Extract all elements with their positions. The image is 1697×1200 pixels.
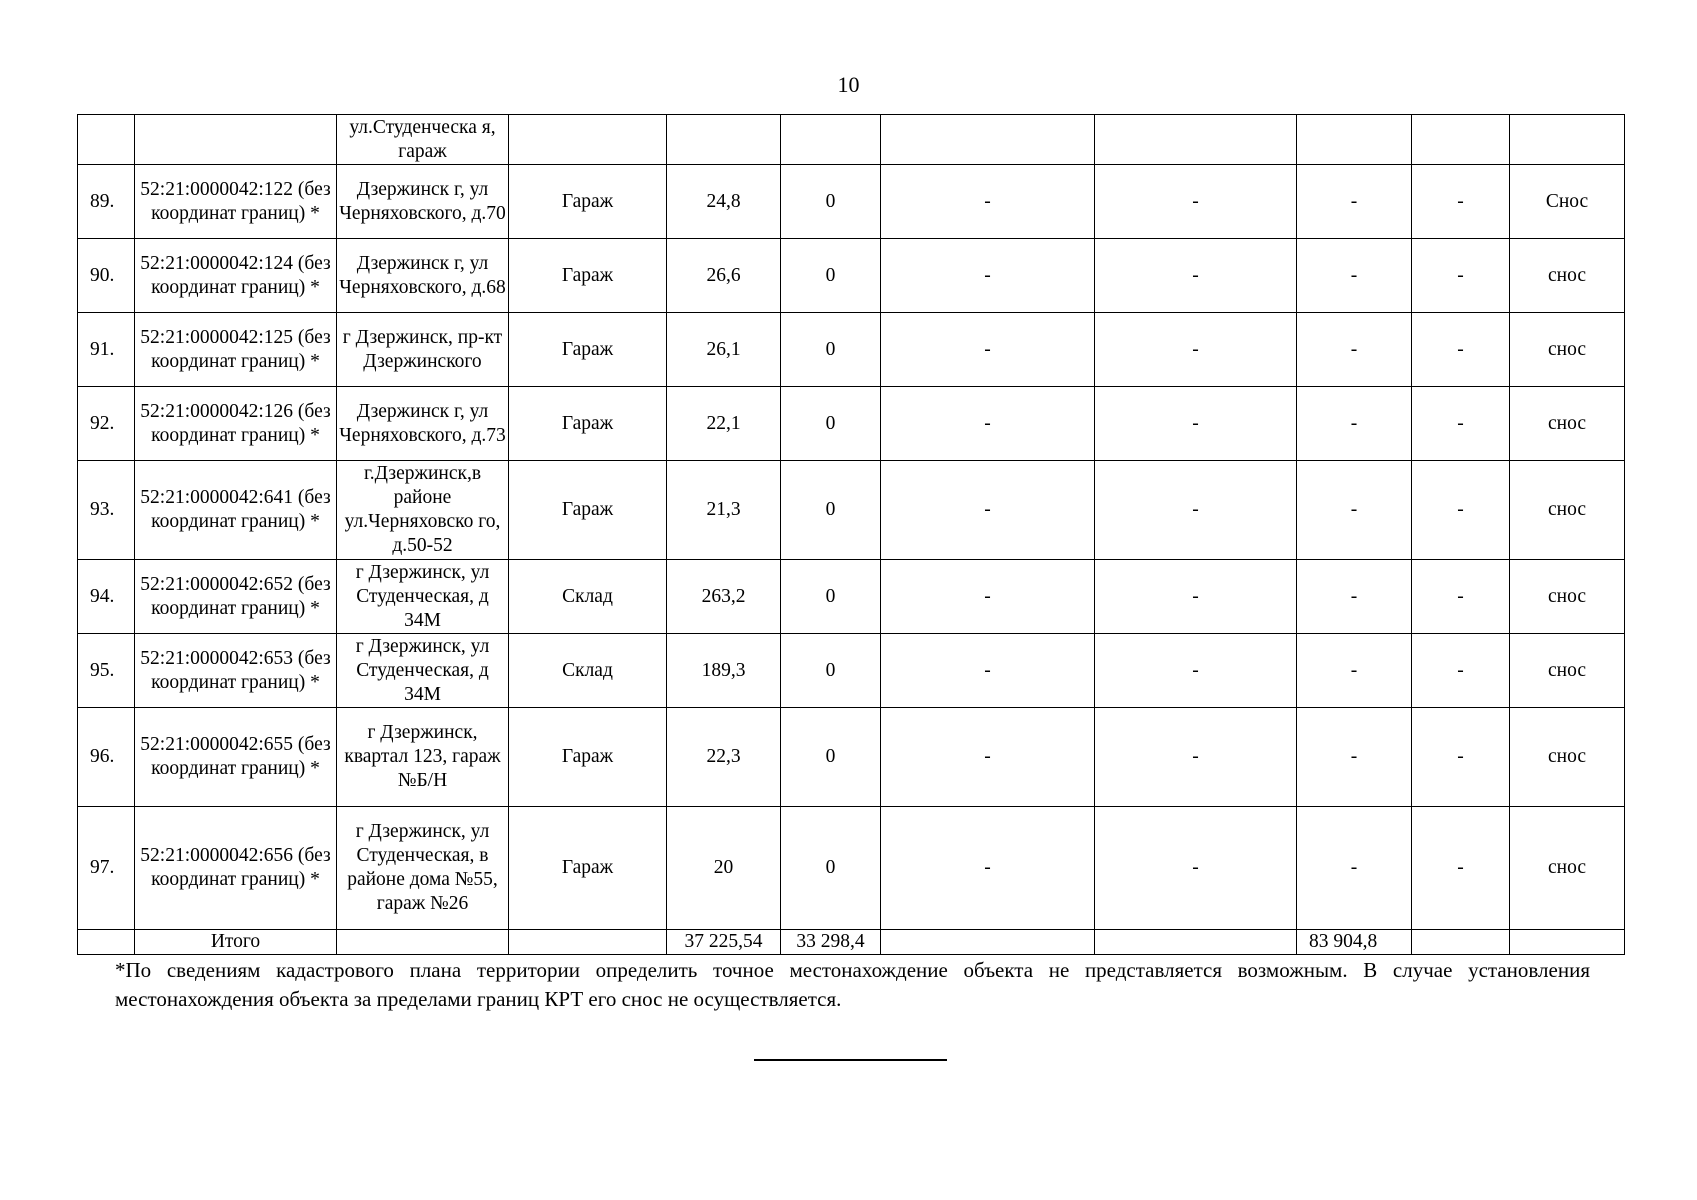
cell-no: 90. bbox=[78, 239, 135, 313]
cell-address: Дзержинск г, ул Черняховского, д.70 bbox=[337, 165, 509, 239]
table-row bbox=[78, 461, 1625, 560]
cell-col-9: - bbox=[1297, 387, 1412, 461]
cell-col-9: - bbox=[1297, 239, 1412, 313]
cell-col-9: - bbox=[1297, 708, 1412, 807]
cell-col-8: - bbox=[1095, 708, 1297, 807]
cell-no: 95. bbox=[78, 634, 135, 708]
table-row bbox=[78, 313, 1625, 387]
cell-action: снос bbox=[1510, 807, 1625, 930]
cell-type: Гараж bbox=[509, 239, 667, 313]
cell-col-7: - bbox=[881, 634, 1095, 708]
cell-col-10: - bbox=[1412, 634, 1510, 708]
cell-cadastral: 52:21:0000042:656 (без координат границ) * bbox=[135, 807, 337, 930]
cell-action: Снос bbox=[1510, 165, 1625, 239]
cell-action: снос bbox=[1510, 239, 1625, 313]
cell-col-10: - bbox=[1412, 387, 1510, 461]
cell-address: г Дзержинск, ул Студенческая, в районе дома №55, гараж №26 bbox=[337, 807, 509, 930]
cell-action: снос bbox=[1510, 708, 1625, 807]
cell-col-10: - bbox=[1412, 239, 1510, 313]
cell-cadastral: 52:21:0000042:125 (без координат границ) * bbox=[135, 313, 337, 387]
table-row bbox=[78, 708, 1625, 807]
cell-col-10: - bbox=[1412, 165, 1510, 239]
cell-type: Склад bbox=[509, 634, 667, 708]
cell-cadastral: 52:21:0000042:653 (без координат границ) * bbox=[135, 634, 337, 708]
cell-col-7: - bbox=[881, 807, 1095, 930]
cell-no: 93. bbox=[78, 461, 135, 560]
cell-area: 24,8 bbox=[667, 165, 781, 239]
cell-cadastral: 52:21:0000042:122 (без координат границ) * bbox=[135, 165, 337, 239]
cell-area: 26,1 bbox=[667, 313, 781, 387]
cell-address: Дзержинск г, ул Черняховского, д.68 bbox=[337, 239, 509, 313]
cell-no: 89. bbox=[78, 165, 135, 239]
cell-col-9: - bbox=[1297, 313, 1412, 387]
cell-col-8: - bbox=[1095, 560, 1297, 634]
total-cell bbox=[337, 930, 509, 955]
cell-col-10: - bbox=[1412, 461, 1510, 560]
cell-address: г Дзержинск, пр-кт Дзержинского bbox=[337, 313, 509, 387]
cell-col-7: - bbox=[881, 560, 1095, 634]
cell-cadastral: 52:21:0000042:641 (без координат границ) * bbox=[135, 461, 337, 560]
cell-col-9: - bbox=[1297, 560, 1412, 634]
cell-col-10: - bbox=[1412, 560, 1510, 634]
cell-col-10: - bbox=[1412, 807, 1510, 930]
cell-cadastral: 52:21:0000042:124 (без координат границ) * bbox=[135, 239, 337, 313]
cell-col-9: - bbox=[1297, 461, 1412, 560]
cell-col-8: - bbox=[1095, 165, 1297, 239]
table-row bbox=[78, 165, 1625, 239]
cell-col-9: - bbox=[1297, 165, 1412, 239]
cell-action: снос bbox=[1510, 634, 1625, 708]
cell-area: 20 bbox=[667, 807, 781, 930]
cell-area: 26,6 bbox=[667, 239, 781, 313]
cell-value-2: 0 bbox=[781, 165, 881, 239]
cell-area: 22,1 bbox=[667, 387, 781, 461]
total-cell bbox=[1412, 930, 1510, 955]
end-rule bbox=[754, 1059, 947, 1061]
table-row bbox=[78, 560, 1625, 634]
cell-type: Склад bbox=[509, 560, 667, 634]
cell-value-2: 0 bbox=[781, 807, 881, 930]
cell-value-2: 0 bbox=[781, 708, 881, 807]
cell-no: 96. bbox=[78, 708, 135, 807]
cell-cadastral bbox=[135, 115, 337, 165]
cell-col-7: - bbox=[881, 387, 1095, 461]
footnote: *По сведениям кадастрового плана территории определить точное местонахождение объекта не представляется возможным. В случае установления местонахождения объекта за пределами границ КРТ его снос не осуществляется. bbox=[115, 958, 1590, 1011]
cell-area: 263,2 bbox=[667, 560, 781, 634]
total-area: 37 225,54 bbox=[667, 930, 781, 955]
cell-col-8: - bbox=[1095, 634, 1297, 708]
cell-area: 21,3 bbox=[667, 461, 781, 560]
cell-area: 22,3 bbox=[667, 708, 781, 807]
cell-no: 92. bbox=[78, 387, 135, 461]
cell-value-2: 0 bbox=[781, 634, 881, 708]
cell-col-9: - bbox=[1297, 634, 1412, 708]
cell-address: ул.Студенческа я, гараж bbox=[337, 115, 509, 165]
cell-value-2: 0 bbox=[781, 560, 881, 634]
table-row bbox=[78, 634, 1625, 708]
cell-col-10: - bbox=[1412, 313, 1510, 387]
cell-action: снос bbox=[1510, 387, 1625, 461]
cell-no: 91. bbox=[78, 313, 135, 387]
cell-no: 97. bbox=[78, 807, 135, 930]
cell-address: Дзержинск г, ул Черняховского, д.73 bbox=[337, 387, 509, 461]
cell-area: 189,3 bbox=[667, 634, 781, 708]
cell-type: Гараж bbox=[509, 313, 667, 387]
cell-col-8: - bbox=[1095, 807, 1297, 930]
table-row bbox=[78, 807, 1625, 930]
cell-col-7: - bbox=[881, 461, 1095, 560]
table-row bbox=[78, 387, 1625, 461]
cell-action: снос bbox=[1510, 461, 1625, 560]
total-cell bbox=[1095, 930, 1297, 955]
cell-address: г.Дзержинск,в районе ул.Черняховско го, д.50-52 bbox=[337, 461, 509, 560]
objects-table bbox=[77, 114, 1625, 955]
cell-action: снос bbox=[1510, 560, 1625, 634]
page-number: 10 bbox=[837, 72, 860, 97]
cell-action: снос bbox=[1510, 313, 1625, 387]
cell-col-8: - bbox=[1095, 461, 1297, 560]
total-cell bbox=[78, 930, 135, 955]
cell-col-8: - bbox=[1095, 313, 1297, 387]
cell-type: Гараж bbox=[509, 165, 667, 239]
total-cell bbox=[509, 930, 667, 955]
cell-value-2: 0 bbox=[781, 461, 881, 560]
cell-col-8: - bbox=[1095, 387, 1297, 461]
cell-col-8: - bbox=[1095, 239, 1297, 313]
table-row bbox=[78, 239, 1625, 313]
total-col-9: 83 904,8 bbox=[1297, 930, 1412, 955]
total-cell bbox=[1510, 930, 1625, 955]
total-label: Итого bbox=[135, 930, 337, 955]
cell-type: Гараж bbox=[509, 708, 667, 807]
cell-type: Гараж bbox=[509, 461, 667, 560]
cell-col-7: - bbox=[881, 239, 1095, 313]
cell-no bbox=[78, 115, 135, 165]
cell-col-7: - bbox=[881, 165, 1095, 239]
cell-value-2: 0 bbox=[781, 239, 881, 313]
cell-value-2: 0 bbox=[781, 313, 881, 387]
cell-col-7: - bbox=[881, 708, 1095, 807]
cell-address: г Дзержинск, ул Студенческая, д 34М bbox=[337, 634, 509, 708]
cell-address: г Дзержинск, ул Студенческая, д 34М bbox=[337, 560, 509, 634]
cell-no: 94. bbox=[78, 560, 135, 634]
cell-type: Гараж bbox=[509, 807, 667, 930]
total-row bbox=[78, 930, 1625, 955]
cell-col-7: - bbox=[881, 313, 1095, 387]
cell-address: г Дзержинск, квартал 123, гараж №Б/Н bbox=[337, 708, 509, 807]
cell-cadastral: 52:21:0000042:655 (без координат границ) * bbox=[135, 708, 337, 807]
total-value-2: 33 298,4 bbox=[781, 930, 881, 955]
cell-value-2: 0 bbox=[781, 387, 881, 461]
cell-col-10: - bbox=[1412, 708, 1510, 807]
cell-type: Гараж bbox=[509, 387, 667, 461]
cell-cadastral: 52:21:0000042:126 (без координат границ) * bbox=[135, 387, 337, 461]
cell-col-9: - bbox=[1297, 807, 1412, 930]
cell-cadastral: 52:21:0000042:652 (без координат границ) * bbox=[135, 560, 337, 634]
continuation-row bbox=[78, 115, 1625, 165]
total-cell bbox=[881, 930, 1095, 955]
